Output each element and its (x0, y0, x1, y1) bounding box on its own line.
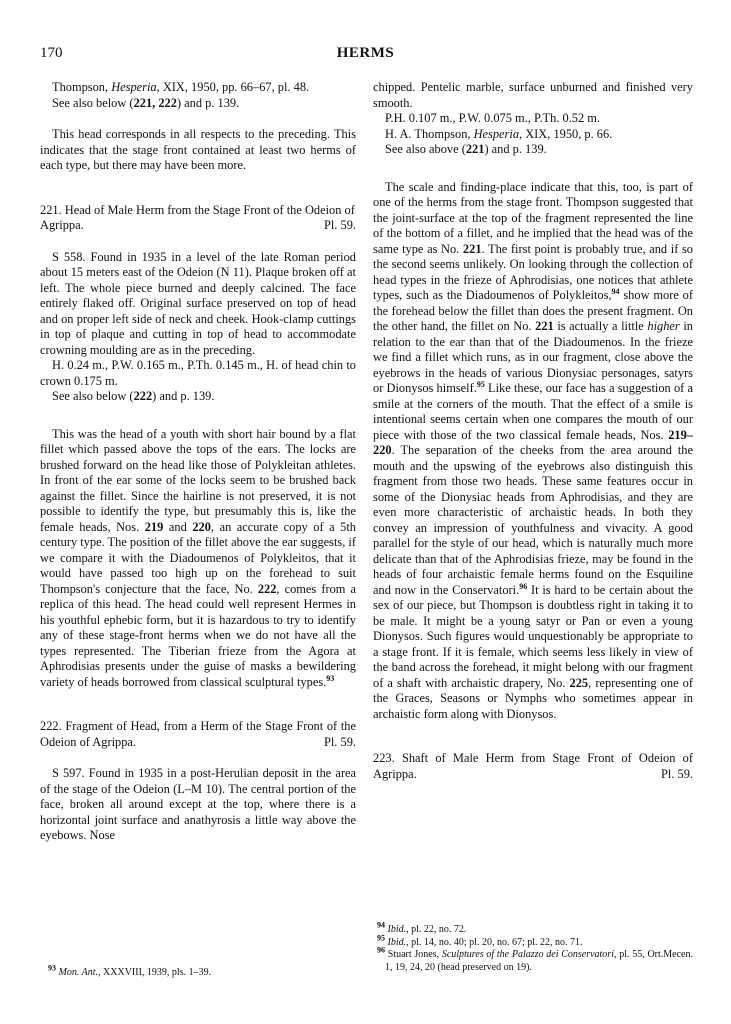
description-222: S 597. Found in 1935 in a post-Herulian deposit in the area of the stage of the Odeion (L–M 10). The central portion of the face, broken all around except at the top, where there is a horizontal joint surface and anathyrosis a little way above the eyebows. Nose (40, 766, 356, 842)
reference-220: Thompson, Hesperia, XIX, 1950, pp. 66–67, pl. 48. (52, 80, 310, 94)
footnote-ref-94[interactable]: 94 (611, 286, 620, 296)
entry-222-plate: Pl. 59. (323, 734, 356, 749)
entry-221-heading: 221. Head of Male Herm from the Stage Front of the Odeion of Agrippa. (40, 202, 355, 232)
description-222-continued: chipped. Pentelic marble, surface unburned and finished very smooth. (373, 80, 693, 110)
footnote-ref-96[interactable]: 96 (519, 581, 528, 591)
dimensions-222: P.H. 0.107 m., P.W. 0.075 m., P.Th. 0.52 m. (385, 111, 601, 125)
entry-221-plate: Pl. 59. (323, 218, 356, 232)
entry-223-plate: Pl. 59. (660, 766, 693, 781)
reference-222: H. A. Thompson, Hesperia, XIX, 1950, p. 66. (385, 126, 613, 141)
discussion-221: This was the head of a youth with short hair bound by a flat fillet which passed above the tops of the ears. The locks are brushed forward on the head like those of Polykleitan athletes. In front of the ear some of the locks seem to be brushed back against the fillet. Since the hairline is not preserved, it is not possible to identify the type, but presumably this is, like the female heads, Nos. 219 and 220, an accurate copy of a 5th century type. The position of the fillet above the ear suggests, if we compare it with the Diadoumenos of Polykleitos, that it would have passed too high up on the forehead to suit Thompson's conjecture that the face, No. 222, comes from a replica of this head. The head could well represent Hermes in his youthful ephebic form, but it is hazardous to try to identify any of these stage-front herms when we do not have all the types represented. The Tiberian frieze from the Agora at Aphrodisias presents under the guise of masks a bewildering variety of heads borrowed from classical sculptural types.$^{93}$ (40, 426, 357, 689)
page-number: 170 (40, 45, 63, 61)
footnote-94: $^{94}$ Ibid., pl. 22, no. 72. (377, 920, 467, 935)
footnote-ref-93[interactable]: 93 (326, 673, 335, 683)
see-also-220: See also below (221, 222) and p. 139. (52, 95, 240, 110)
footnote-95: $^{95}$ Ibid., pl. 14, no. 40; pl. 20, no. 67; pl. 22, no. 71. (377, 933, 583, 948)
running-title: HERMS (336, 45, 395, 61)
description-221: S 558. Found in 1935 in a level of the late Roman period about 15 meters east of the Odeion (N 11). Plaque broken off at left. The whole piece burned and deeply calcined. The face entirely flaked off. Original surface preserved on top of head and on proper left side of neck and cheek. Hook-clamp cuttings in top of plaque and cutting in top of head to accommodate crowning moulding are as in the preceding. (40, 249, 356, 357)
discussion-220: This head corresponds in all respects to the preceding. This indicates that the stage front contained at least two herms of each type, but there may have been more. (40, 127, 356, 172)
entry-222-heading: 222. Fragment of Head, from a Herm of the Stage Front of the Odeion of Agrippa. (40, 719, 356, 749)
dimensions-221: H. 0.24 m., P.W. 0.165 m., P.Th. 0.145 m., H. of head chin to crown 0.175 m. (40, 358, 356, 388)
discussion-222: The scale and finding-place indicate that this, too, is part of one of the herms from the stage front. Thompson suggested that the joint-surface at the top of the fragment represented the line of the bottom of a fillet, and he implied that the head was of the same type as No. 221. The first point is probably true, and if so the second seems unlikely. On looking through the collection of head types in the frieze of Aphrodisias, one notices that athlete types, such as the Diadoumenos of Polykleitos,$^{94}$ show more of the forehead below the fillet than does the present fragment. On the other hand, the fillet on No. 221 is actually a little higher in relation to the ear than that of the Diadoumenos. In the frieze we find a fillet which runs, as in our fragment, close above the eyebrows in the heads of various Dionysiac personages, satyrs or Dionysos himself.$^{95}$ Like these, our face has a suggestion of a smile at the corners of the mouth. That the effect of a smile is intentional seems certain when one compares the mouth of our piece with those of the two classical female heads, Nos. 219–220. The separation of the cheeks from the area around the mouth and the upswing of the eyebrows also distinguish this fragment from those two heads. These same features occur in some of the Dionysiac heads from Aphrodisias, and they are even more characteristic of archaistic heads. In both they convey an impression of youthfulness and vivacity. A good parallel for the style of our head, which is naturally much more delicate than that of the Aphrodisias frieze, may be found in the heads of four archaistic female herms found on the Esquiline and now in the Conservatori.$^{96}$ It is hard to be certain about the sex of our piece, but Thompson is doubtless right in taking it to be male. It might be a young satyr or Pan or even a young Dionysos. Such figures would unquestionably be appropriate to a stage front. If it is female, which seems less likely in view of the band across the forehead, it might belong with our fragment of a shaft with archaistic drapery, No. 225, representing one of the Graces, Seasons or Nymphs who sometimes appear in archaistic form along with Dionysos. (373, 179, 693, 721)
footnote-93: $^{93}$ Mon. Ant., XXXVIII, 1939, pls. 1–39. (48, 963, 212, 978)
footnotes-right (373, 920, 693, 974)
footnote-96: $^{96}$ Stuart Jones, Sculptures of the Palazzo dei Conservatori, pl. 55, Ort.Mecen. 1, 19, 24, 20 (head preserved on 19). (377, 945, 693, 973)
see-also-221: See also below (222) and p. 139. (52, 389, 215, 403)
right-column (373, 80, 693, 782)
footnote-ref-95[interactable]: 95 (476, 379, 485, 389)
left-column (40, 80, 356, 844)
see-also-222: See also above (221) and p. 139. (385, 142, 547, 156)
entry-223-heading: 223. Shaft of Male Herm from Stage Front of Odeion of Agrippa. (373, 751, 693, 781)
